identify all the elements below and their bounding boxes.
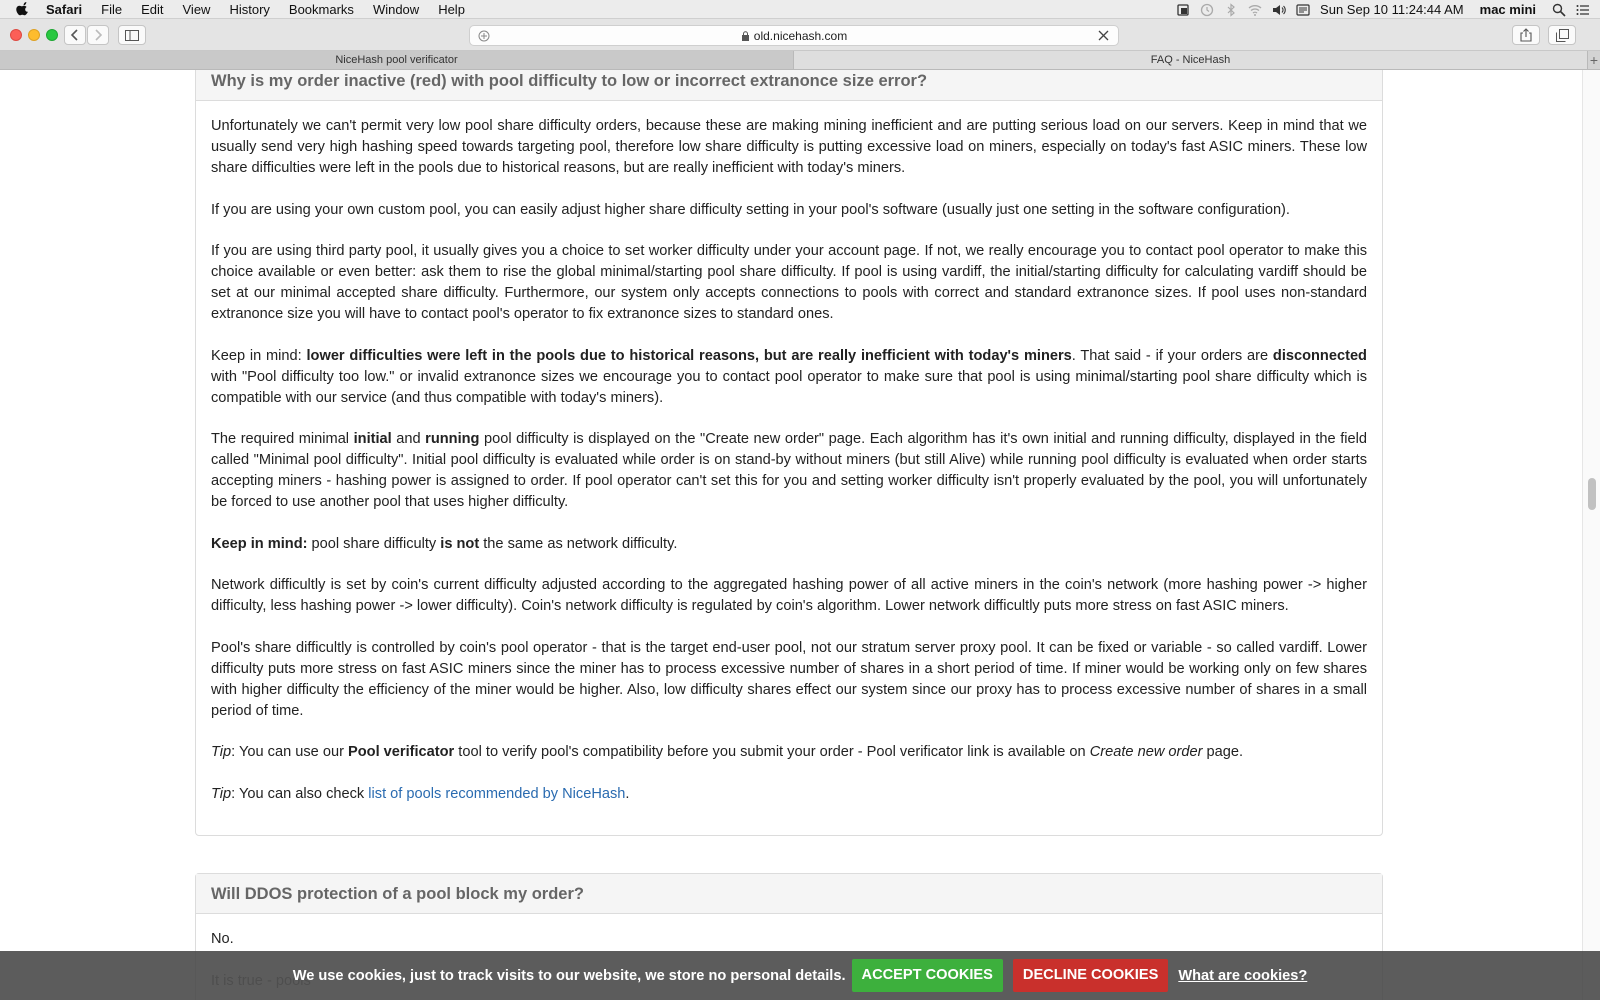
text-span: tool to verify pool's compatibility before you submit your order - Pool verificator link is available on (454, 744, 1090, 760)
volume-icon[interactable] (1272, 3, 1286, 17)
bold-text: Keep in mind: (211, 535, 308, 552)
time-machine-icon[interactable] (1200, 3, 1214, 17)
paragraph (211, 346, 1367, 409)
paragraph (211, 784, 1367, 805)
tab-faq[interactable]: FAQ - NiceHash (794, 51, 1588, 69)
paragraph: If you are using third party pool, it usually gives you a choice to set worker difficulty under your account page. If not, we really encourage you to contact pool operator to make this choice available or even better: ask them to rise the global minimal/starting pool share difficulty. If pool is using vardiff, the initial/starting difficulty for calculating vardiff should be set at our minimal accepted share difficulty. Furthermore, our system only accepts connections to pools with correct and standard extranonce sizes. If pool uses non-standard extranonce size you will have to contact pool's operator to fix extranonce sizes to standard ones. (211, 243, 1367, 322)
menu-safari[interactable]: Safari (46, 1, 83, 17)
apple-icon[interactable] (16, 2, 30, 16)
bold-text: is not (440, 535, 480, 552)
notification-center-icon[interactable] (1576, 3, 1590, 17)
paragraph: Network difficultly is set by coin's current difficulty adjusted according to the aggregated hashing power of all active miners in the coin's network (more hashing power -> higher difficulty, less hashing power -> lower difficulty). Coin's network difficulty is regulated by coin's algorithm. Lower network difficultly puts more stress on fast ASIC miners. (211, 577, 1367, 614)
tabs-icon (1556, 29, 1569, 42)
menu-window[interactable]: Window (372, 1, 420, 17)
safari-toolbar (0, 19, 1600, 51)
address-url: old.nicehash.com (753, 28, 848, 43)
bold-text: running (425, 431, 480, 447)
menubar-user[interactable]: mac mini (1479, 2, 1536, 17)
paragraph: Unfortunately we can't permit very low pool share difficulty orders, because these are making mining inefficient and are putting serious load on our servers. Keep in mind that we usually send very high hashing speed towards targeting pool, therefore low share difficulty is putting excessive load on miners, especially on today's fast ASIC miners. These low share difficulties were left in the pools due to historical reasons, but are really inefficient with today's miners. (211, 118, 1367, 176)
bluetooth-icon[interactable] (1224, 3, 1238, 17)
window-fullscreen-button[interactable] (46, 29, 58, 41)
share-button[interactable] (1512, 25, 1540, 45)
input-menu-icon[interactable] (1296, 3, 1310, 17)
menubar (0, 0, 1600, 19)
text-span: pool difficulty is displayed on the "Create new order" page. Each algorithm has it's own initial and running difficulty, displayed in the field called "Minimal pool difficulty". Initial pool difficulty is evaluated while order is on stand-by without miners (but still Alive) while running pool difficulty is evaluated when order starts accepting miners - hashing power is assigned to order. If pool operator can't set this for you and setting worker difficulty isn't properly evaluated by the pool, you will unfortunately be forced to use another pool that uses higher difficulty. (211, 431, 1367, 510)
page-content (0, 70, 1582, 1000)
faq-question-title[interactable]: Will DDOS protection of a pool block my order? (196, 874, 1382, 914)
italic-text: Create new order (1089, 744, 1203, 760)
menubar-datetime[interactable]: Sun Sep 10 11:24:44 AM (1320, 2, 1464, 17)
bold-text: initial (353, 431, 392, 447)
text-span: pool share difficulty (307, 535, 441, 552)
reader-icon[interactable] (478, 30, 490, 42)
text-span: with "Pool difficulty too low." or invalid extranonce sizes we encourage you to contact pool operator to make sure that pool is using minimal/starting pool share difficulty which is compatible with our service (and thus compatible with today's miners). (211, 368, 1367, 406)
text-span: and (391, 431, 426, 447)
page-scrollbar[interactable] (1582, 70, 1600, 1000)
window-minimize-button[interactable] (28, 29, 40, 41)
cookie-message: We use cookies, just to track visits to our website, we store no personal details. (292, 967, 846, 984)
address-bar[interactable] (469, 25, 1119, 46)
extension-icon[interactable] (1176, 3, 1190, 17)
text-span: . That said - if your orders are (1071, 347, 1273, 364)
scrollbar-thumb[interactable] (1588, 478, 1596, 510)
text-span: The required minimal (211, 431, 354, 447)
menu-edit[interactable]: Edit (141, 1, 164, 17)
menu-history[interactable]: History (229, 1, 270, 17)
menu-help[interactable]: Help (438, 1, 465, 17)
accept-cookies-button[interactable]: ACCEPT COOKIES (852, 959, 1003, 992)
share-icon (1520, 28, 1532, 42)
cookie-banner (0, 951, 1600, 1000)
bold-text: Pool verificator (348, 744, 455, 760)
menu-bookmarks[interactable]: Bookmarks (288, 1, 354, 17)
tab-overview-button[interactable] (1548, 25, 1576, 45)
italic-text: Tip (211, 785, 232, 802)
text-span: : You can also check (231, 785, 369, 802)
paragraph: Pool's share difficultly is controlled by coin's pool operator - that is the target end-user pool, not our stratum server proxy pool. It can be fixed or variable - so called vardiff. Lower difficulty puts more stress on fast ASIC miners since the miner has to process excessive number of shares in a short period of time. If miner would be working only on few shares with higher difficulty the efficiency of the miner would be higher. Also, low difficulty shares effect our system since our proxy has to process excessive number of shares in a small period of time. (211, 639, 1367, 719)
text-span: : You can use our (231, 744, 348, 760)
text-span: . (625, 785, 630, 802)
tab-bar (0, 51, 1600, 70)
chevron-right-icon (93, 29, 103, 41)
bold-text: lower difficulties were left in the pools due to historical reasons, but are really inefficient with today's miners (306, 347, 1072, 364)
lock-icon (741, 31, 750, 41)
sidebar-icon (125, 30, 139, 41)
spotlight-icon[interactable] (1552, 3, 1566, 17)
text-span: page. (1202, 744, 1244, 760)
forward-button[interactable] (87, 25, 109, 45)
recommended-pools-link[interactable]: list of pools recommended by NiceHash (368, 785, 626, 802)
menu-file[interactable]: File (101, 1, 123, 17)
menu-view[interactable]: View (182, 1, 211, 17)
sidebar-button[interactable] (118, 25, 146, 45)
bold-text: disconnected (1272, 347, 1367, 364)
paragraph: No. (211, 931, 234, 947)
stop-loading-icon[interactable] (1097, 29, 1110, 42)
chevron-left-icon (70, 29, 80, 41)
paragraph (211, 742, 1367, 763)
italic-text: Tip (211, 744, 232, 760)
paragraph (211, 534, 1367, 555)
back-button[interactable] (64, 25, 86, 45)
tab-pool-verificator[interactable]: NiceHash pool verificator (0, 51, 794, 69)
faq-question-title[interactable]: Why is my order inactive (red) with pool difficulty to low or incorrect extranonce size error? (196, 70, 1382, 101)
text-span: the same as network difficulty. (479, 535, 678, 552)
decline-cookies-button[interactable]: DECLINE COOKIES (1013, 959, 1168, 992)
text-span: Keep in mind: (211, 347, 307, 364)
paragraph (211, 429, 1367, 513)
window-close-button[interactable] (10, 29, 22, 41)
faq-answer-body (196, 101, 1382, 835)
what-are-cookies-link[interactable]: What are cookies? (1178, 967, 1308, 984)
faq-panel-difficulty (195, 70, 1383, 836)
paragraph: If you are using your own custom pool, you can easily adjust higher share difficulty setting in your pool's software (usually just one setting in the software configuration). (211, 201, 1290, 218)
wifi-icon[interactable] (1248, 3, 1262, 17)
new-tab-button[interactable]: + (1589, 52, 1599, 68)
